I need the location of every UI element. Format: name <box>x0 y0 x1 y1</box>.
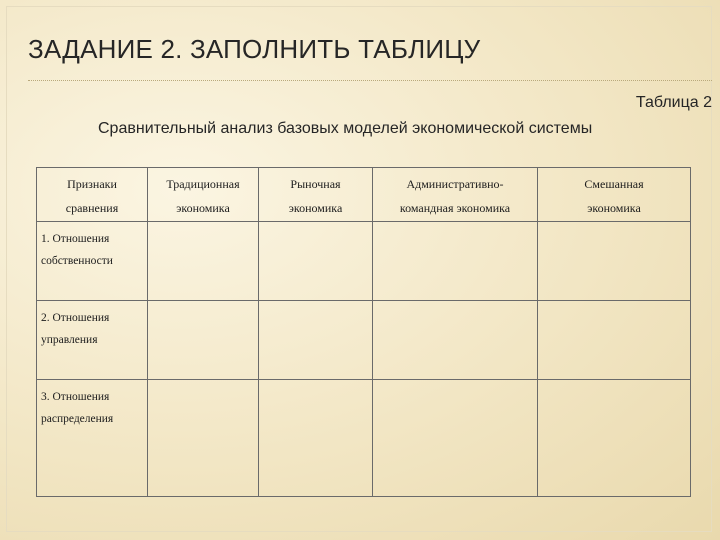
row-label-line: распределения <box>41 413 114 425</box>
row-label-line: 2. Отношения <box>41 312 110 324</box>
table-row <box>37 301 691 380</box>
header-line: командная экономика <box>399 201 511 215</box>
blank-cell[interactable] <box>538 222 691 301</box>
blank-cell[interactable] <box>538 301 691 380</box>
table-number: Таблица 2 <box>635 94 712 111</box>
row-label-ownership <box>37 222 148 301</box>
title-divider <box>28 80 712 81</box>
table-row <box>37 380 691 497</box>
blank-cell[interactable] <box>373 380 538 497</box>
comparison-table <box>36 167 691 497</box>
blank-cell[interactable] <box>259 380 373 497</box>
header-line: экономика <box>176 201 230 215</box>
blank-cell[interactable] <box>148 222 259 301</box>
row-label-line: собственности <box>41 255 113 267</box>
header-line: сравнения <box>65 201 119 215</box>
table-row <box>37 222 691 301</box>
blank-cell[interactable] <box>538 380 691 497</box>
header-line: Смешанная <box>584 177 644 191</box>
blank-cell[interactable] <box>259 301 373 380</box>
row-label-distribution <box>37 380 148 497</box>
row-label-line: 3. Отношения <box>41 391 110 403</box>
slide-title: ЗАДАНИЕ 2. ЗАПОЛНИТЬ ТАБЛИЦУ <box>28 34 481 64</box>
row-label-line: управления <box>41 334 98 346</box>
header-line: экономика <box>587 201 641 215</box>
header-cell-command <box>373 168 538 222</box>
row-label-line: 1. Отношения <box>41 233 110 245</box>
header-line: Признаки <box>67 177 117 191</box>
blank-cell[interactable] <box>148 380 259 497</box>
header-cell-mixed <box>538 168 691 222</box>
blank-cell[interactable] <box>148 301 259 380</box>
header-cell-market <box>259 168 373 222</box>
header-cell-traditional <box>148 168 259 222</box>
header-line: экономика <box>288 201 343 215</box>
blank-cell[interactable] <box>373 222 538 301</box>
blank-cell[interactable] <box>259 222 373 301</box>
table-caption: Сравнительный анализ базовых моделей экономической системы <box>98 120 593 137</box>
header-line: Рыночная <box>290 177 341 191</box>
header-line: Административно- <box>406 177 504 191</box>
table-header-row <box>37 168 691 222</box>
header-line: Традиционная <box>166 177 240 191</box>
header-cell-criteria <box>37 168 148 222</box>
row-label-management <box>37 301 148 380</box>
blank-cell[interactable] <box>373 301 538 380</box>
